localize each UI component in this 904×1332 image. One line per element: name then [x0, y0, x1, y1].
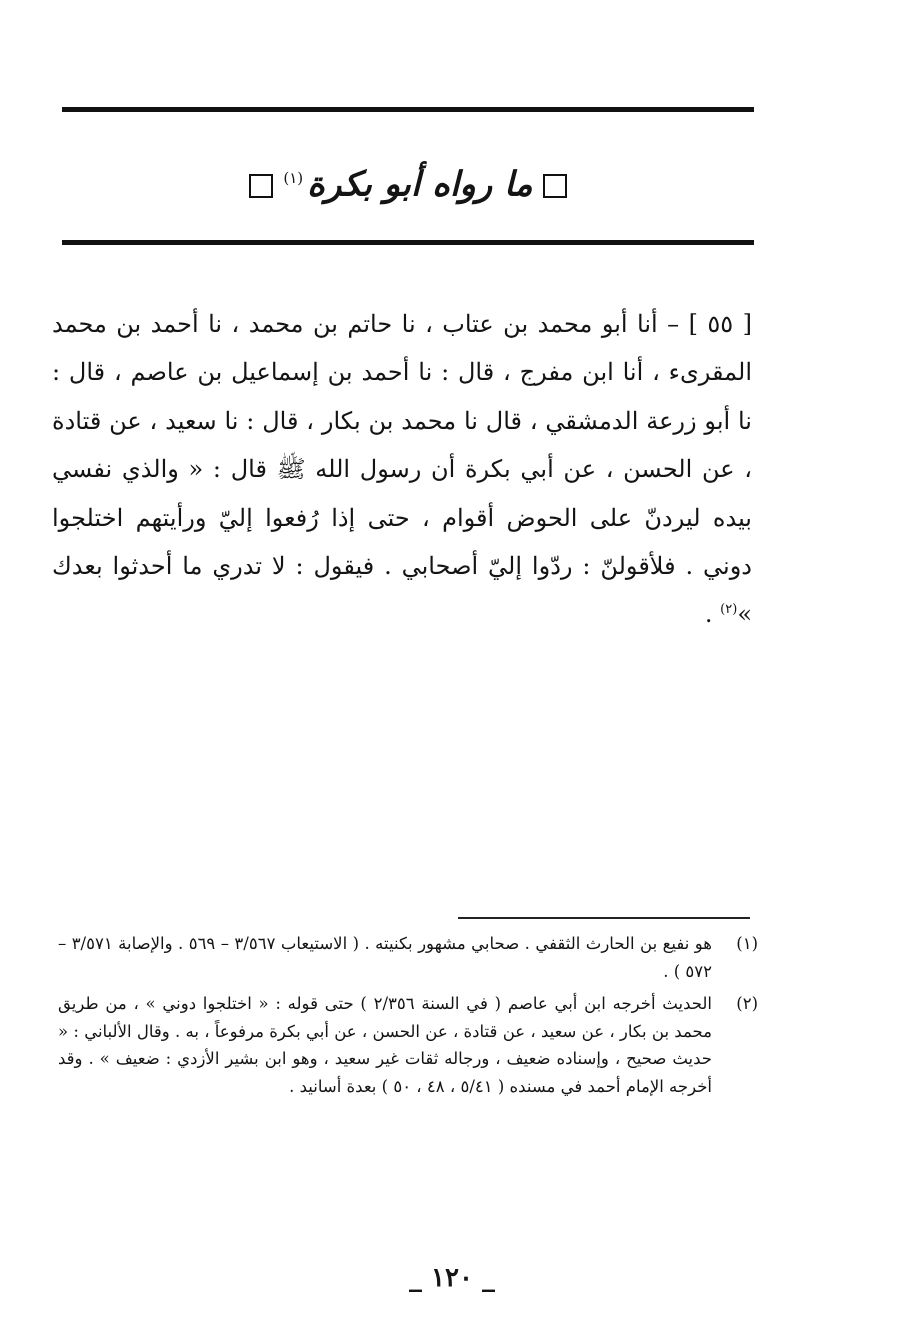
title-text: ما رواه أبو بكرة	[307, 164, 533, 205]
title-box-right	[543, 174, 567, 198]
page-number: _ ١٢٠ _	[408, 1263, 496, 1293]
footnote-separator	[458, 917, 750, 919]
hadith-end: .	[704, 600, 721, 629]
footnote-text: هو نفيع بن الحارث الثقفي . صحابي مشهور بكنيته . ( الاستيعاب ٣/٥٦٧ – ٥٦٩ . والإصابة ٣/٥٧١ – ٥٧٢ ) .	[58, 934, 712, 981]
footnote-text: الحديث أخرجه ابن أبي عاصم ( في السنة ٢/٣٥٦ ) حتى قوله : « اختلجوا دوني » ، من طريق محمد بن بكار ، عن سعيد ، عن قتادة ، عن الحسن ، عن أبي بكرة مرفوعاً ، به . وقال الألباني : « حديث صحيح ، وإسناده ضعيف ، ورجاله ثقات غير سعيد ، وهو ابن بشير الأزدي : ضعيف » . وقد أخرجه الإمام أحمد في مسنده ( ٥/٤١ ، ٤٨ ، ٥٠ ) بعدة أسانيد .	[58, 994, 713, 1096]
title-box-left	[249, 174, 273, 198]
footnote-number: (١)	[736, 934, 758, 953]
top-rule	[62, 107, 754, 112]
hadith-text	[52, 300, 752, 639]
bottom-rule	[62, 240, 754, 245]
footnotes	[58, 930, 758, 1105]
footnote-item	[58, 930, 758, 985]
hadith-paragraph: [ ٥٥ ] – أنا أبو محمد بن عتاب ، نا حاتم بن محمد ، نا أحمد بن محمد المقرىء ، أنا ابن مفرج ، قال : نا أحمد بن إسماعيل بن عاصم ، قال : نا أبو زرعة الدمشقي ، قال نا محمد بن بكار ، قال : نا سعيد ، عن قتادة ، عن الحسن ، عن أبي بكرة أن رسول الله ﷺ قال : « والذي نفسي بيده ليردنّ على الحوض أقوام ، حتى إذا رُفعوا إليّ ورأيتهم اختلجوا دوني . فلأقولنّ : ردّوا إليّ أصحابي . فيقول : لا تدري ما أحدثوا بعدك »	[52, 310, 752, 629]
footnote-number: (٢)	[736, 994, 758, 1013]
footnote-item	[58, 990, 758, 1100]
hadith-note-ref: (٢)	[720, 602, 738, 618]
section-title	[62, 148, 754, 214]
title-note-ref: (١)	[283, 169, 304, 187]
